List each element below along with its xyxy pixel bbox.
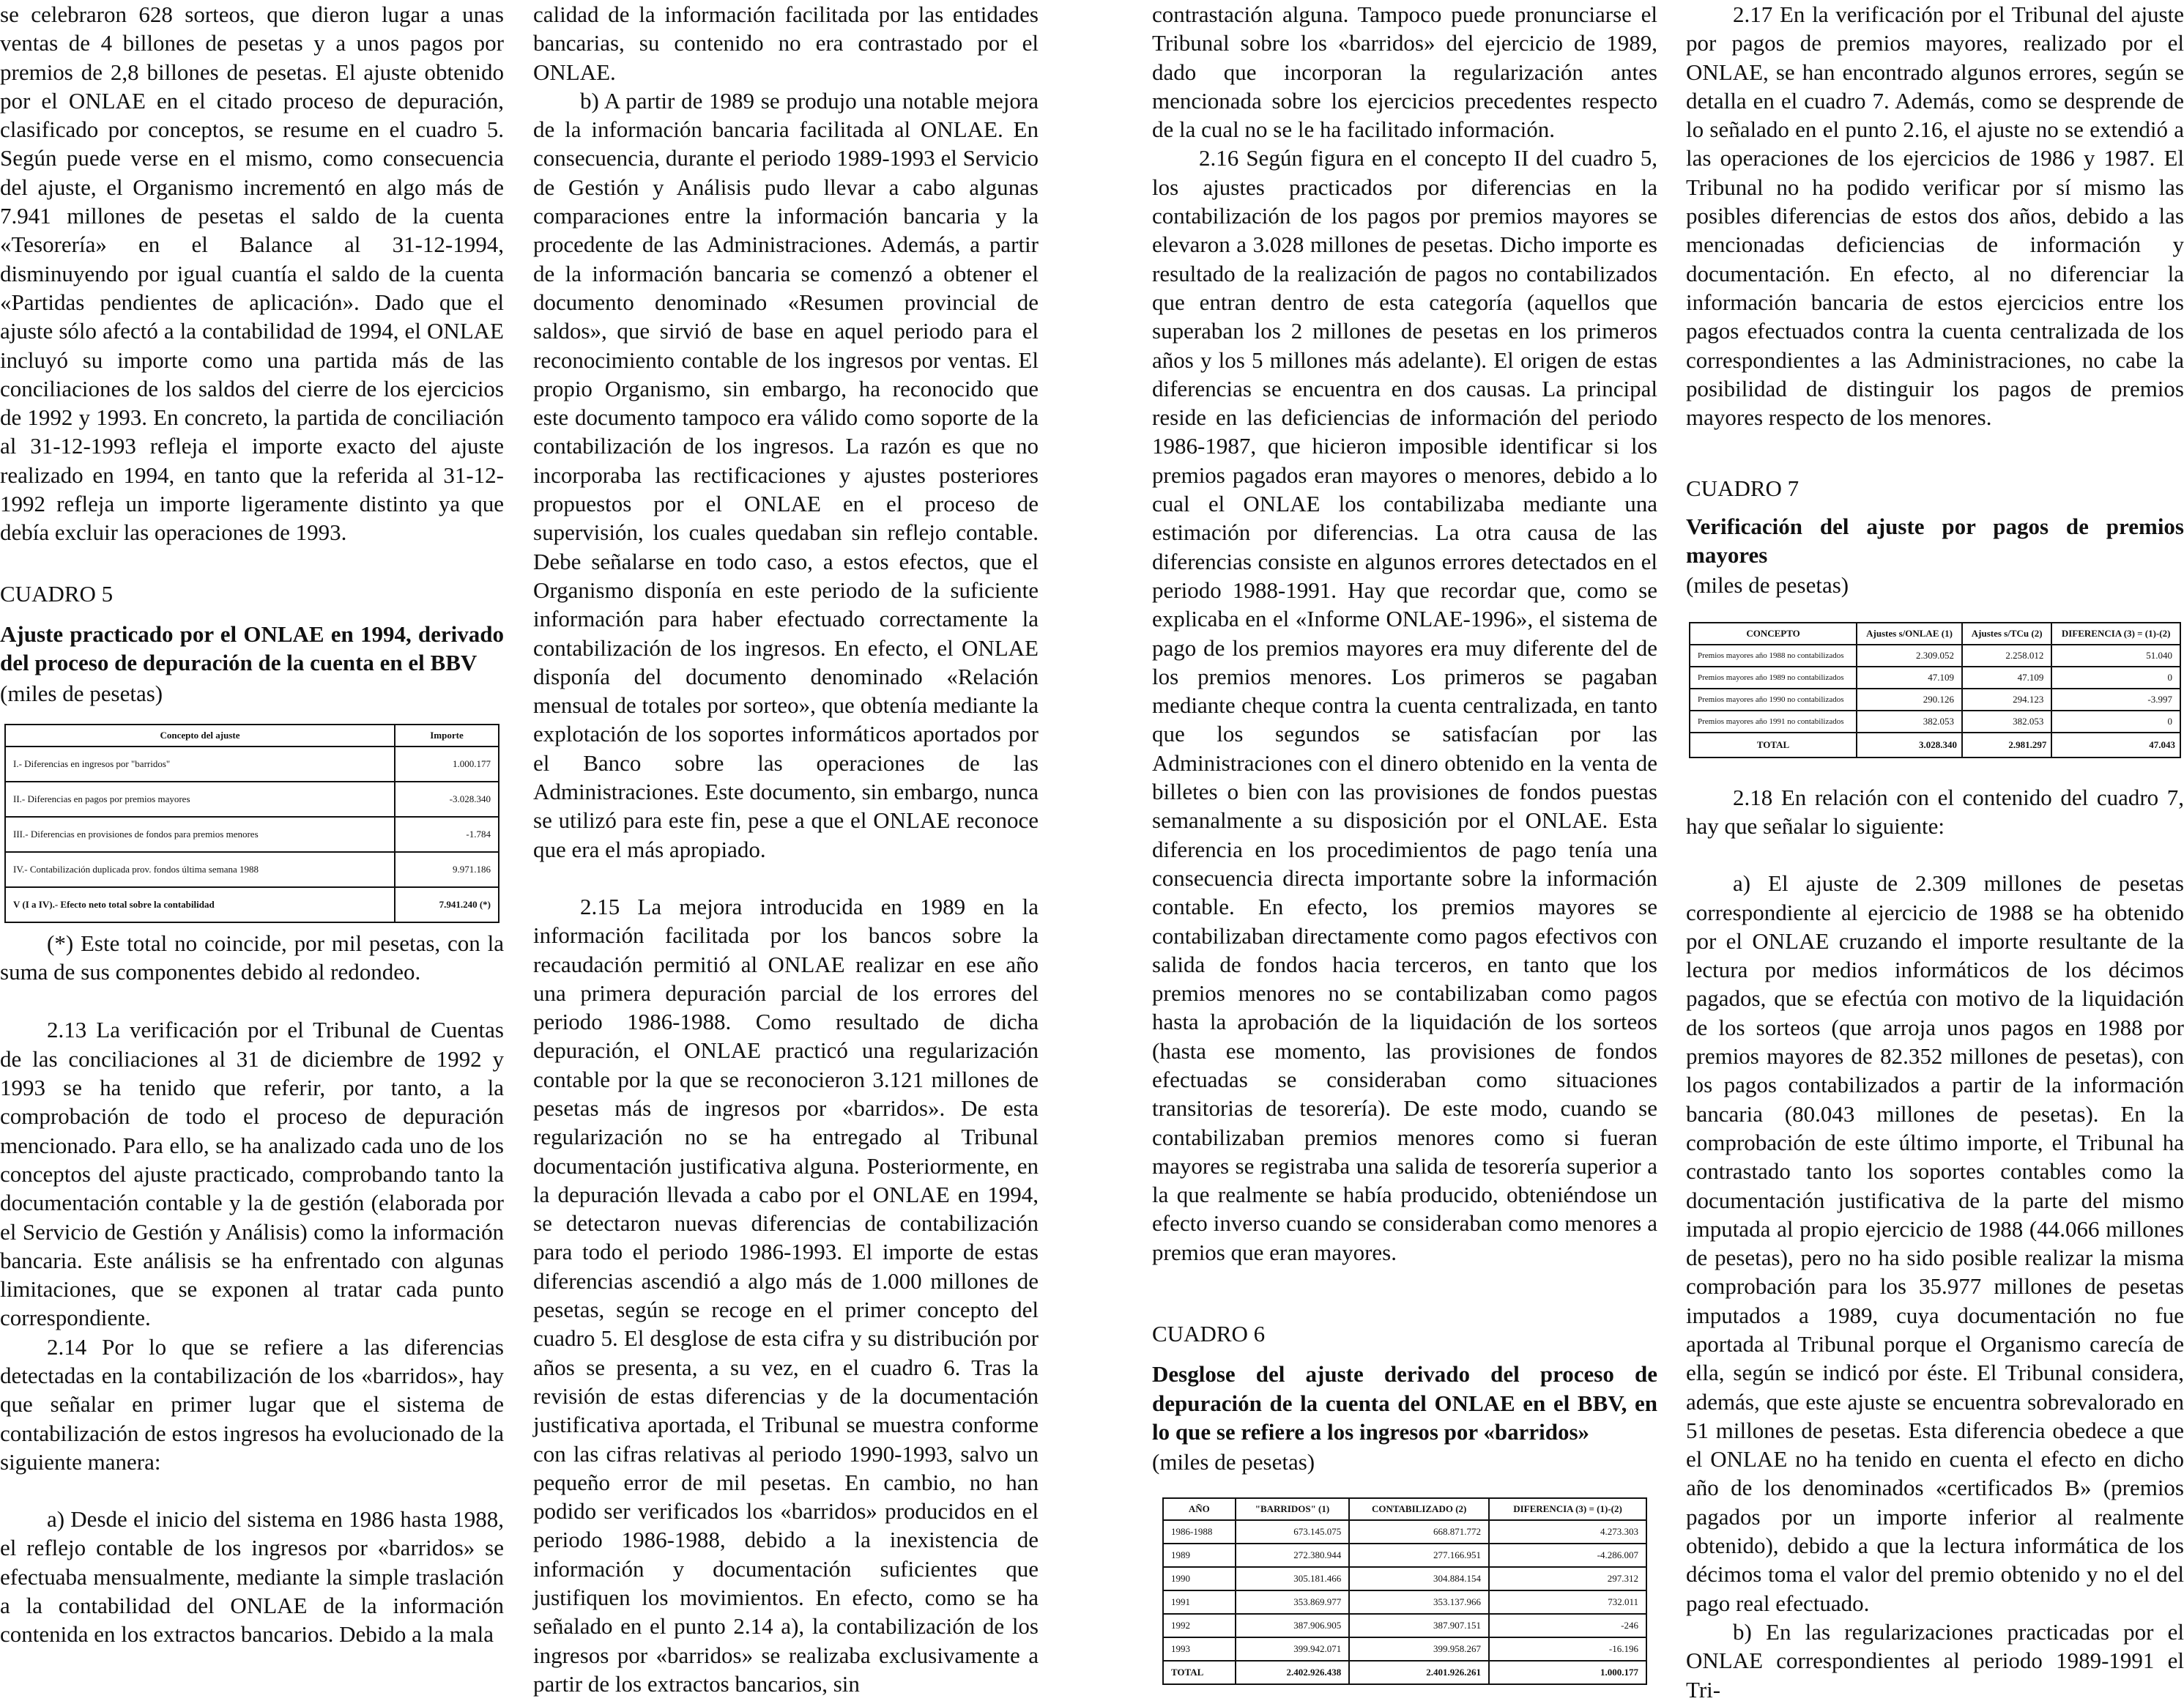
- table-row: [1163, 1567, 1646, 1590]
- table-cell: 0: [2051, 667, 2180, 689]
- table-cell: 668.871.772: [1349, 1520, 1489, 1544]
- table-cell: 297.312: [1489, 1567, 1646, 1590]
- table-row: [5, 852, 499, 887]
- table-total-row: [1163, 1661, 1646, 1684]
- table-cell: 305.181.466: [1236, 1567, 1350, 1590]
- table-cell: Premios mayores año 1989 no contabilizados: [1690, 667, 1857, 689]
- table-cell: 1990: [1163, 1567, 1236, 1590]
- cuadro-7-label: CUADRO 7: [1686, 475, 1799, 502]
- table-cell: 1993: [1163, 1637, 1236, 1661]
- table-cell: 2.402.926.438: [1236, 1661, 1350, 1684]
- table-cell: 2.981.297: [1962, 733, 2051, 757]
- table-header: Ajustes s/TCu (2): [1962, 623, 2051, 645]
- cuadro-7-title: Verificación del ajuste por pagos de premios mayores: [1686, 513, 2184, 568]
- table-row: [1690, 711, 2180, 733]
- table-cell: -1.784: [395, 817, 499, 852]
- table-cell: 290.126: [1857, 689, 1962, 711]
- table-cell: 47.109: [1857, 667, 1962, 689]
- table-total-row: [1690, 733, 2180, 757]
- column-2: [533, 0, 1039, 1697]
- table-cell: 353.869.977: [1236, 1590, 1350, 1614]
- table-cell: 47.109: [1962, 667, 2051, 689]
- table-cell: 387.907.151: [1349, 1614, 1489, 1637]
- table-cell: 1989: [1163, 1544, 1236, 1567]
- table-cell: -3.997: [2051, 689, 2180, 711]
- cuadro-6-units: (miles de pesetas): [1152, 1449, 1315, 1475]
- table-cell: 3.028.340: [1857, 733, 1962, 757]
- table-cell: -4.286.007: [1489, 1544, 1646, 1567]
- table-cell: 7.941.240 (*): [395, 887, 499, 922]
- table-cell: 1991: [1163, 1590, 1236, 1614]
- table-cell: -16.196: [1489, 1637, 1646, 1661]
- table-cell: 304.884.154: [1349, 1567, 1489, 1590]
- paragraph-2-18-b: b) En las regularizaciones practicadas por el ONLAE correspondientes al periodo 1989-1991 el Tri-: [1686, 1618, 2184, 1703]
- cuadro-7-table: [1689, 622, 2181, 758]
- table-row: [5, 747, 499, 782]
- paragraph-2-15: 2.15 La mejora introducida en 1989 en la información facilitada por los bancos sobre la recaudación permitió al ONLAE realizar en ese año una primera depuración parcial de los errores del periodo 1986-1988. Como resultado de dicha depuración, el ONLAE practicó una regularización contable por la que se reconocieron 3.121 millones de pesetas más de ingresos por «barridos». De esta regularización no se ha entregado al Tribunal documentación justificativa alguna. Posteriormente, en la depuración llevada a cabo por el ONLAE en 1994, se detectaron nuevas diferencias de contabilización para todo el periodo 1986-1993. El importe de estas diferencias ascendió a algo más de 1.000 millones de pesetas, según se recoge en el primer concepto del cuadro 5. El desglose de esta cifra y su distribución por años se presenta, a su vez, en el cuadro 6. Tras la revisión de estas diferencias y de la documentación justificativa aportada, el Tribunal se muestra conforme con las cifras relativas al periodo 1990-1993, salvo un pequeño error de mil pesetas. En cambio, no han podido ser verificados los «barridos» producidos en el periodo 1986-1988, debido a la inexistencia de información y documentación suficientes que justifiquen los movimientos. En efecto, como se ha señalado en el punto 2.14 a), la contabilización de los ingresos por «barridos» se realizaba exclusivamente a partir de los extractos bancarios, sin: [533, 893, 1039, 1697]
- paragraph-2-18-a: a) El ajuste de 2.309 millones de pesetas correspondiente al ejercicio de 1988 se ha obtenido por el ONLAE cruzando el importe resultante de la lectura por medios informáticos de los décimos pagados, que se efectúa con motivo de la liquidación de los sorteos (que arroja unos pagos en 1988 por premios mayores de 82.352 millones de pesetas), con los pagos contabilizados a partir de la información bancaria (80.043 millones de pesetas). En la comprobación de este último importe, el Tribunal ha contrastado tanto los soportes contables como la documentación justificativa de la parte del mismo imputada al propio ejercicio de 1988 (44.066 millones de pesetas), pero no ha sido posible realizar la misma comprobación para los 35.977 millones de pesetas imputados a 1989, cuya documentación no fue aportada al Tribunal porque el Organismo carecía de ella, según se indicó por éste. El Tribunal considera, además, que este ajuste se encuentra sobrevalorado en 51 millones de pesetas. Esta diferencia obedece a que el ONLAE no ha tenido en cuenta el efecto en dicho año de los denominados «certificados B» (premios pagados por un importe inferior al realmente obtenido), debido a que la lectura informática de los décimos toma el valor del premio obtenido y no el del pago real efectuado.: [1686, 870, 2184, 1616]
- cuadro-5-units: (miles de pesetas): [0, 680, 163, 706]
- cuadro-5-title: Ajuste practicado por el ONLAE en 1994, derivado del proceso de depuración de la cuenta en el BBV: [0, 621, 504, 676]
- table-total-row: [5, 887, 499, 922]
- table-cell: 2.401.926.261: [1349, 1661, 1489, 1684]
- table-cell: 673.145.075: [1236, 1520, 1350, 1544]
- table-cell: -246: [1489, 1614, 1646, 1637]
- table-cell: 1.000.177: [395, 747, 499, 782]
- table-header: "BARRIDOS" (1): [1236, 1498, 1350, 1520]
- paragraph-2-13: 2.13 La verificación por el Tribunal de Cuentas de las conciliaciones al 31 de diciembre de 1992 y 1993 se ha tenido que referir, por tanto, a la comprobación de todo el proceso de depuración mencionado. Para ello, se ha analizado cada uno de los conceptos del ajuste practicado, comprobando tanto la documentación contable y la de gestión (elaborada por el Servicio de Gestión y Análisis) como la información bancaria. Este análisis se ha enfrentado con algunas limitaciones, que se exponen al tratar cada punto correspondiente.: [0, 1017, 504, 1331]
- table-cell: 9.971.186: [395, 852, 499, 887]
- cuadro-6-table: [1162, 1497, 1647, 1685]
- table-cell: 732.011: [1489, 1590, 1646, 1614]
- table-cell: 51.040: [2051, 645, 2180, 667]
- table-row: [1690, 689, 2180, 711]
- paragraph-2-17: 2.17 En la verificación por el Tribunal del ajuste por pagos de premios mayores, realizado por el ONLAE, se han encontrado algunos errores, según se detalla en el cuadro 7. Además, como se desprende de lo señalado en el punto 2.16, el ajuste no se extendió a las operaciones de los ejercicios de 1986 y 1987. El Tribunal no ha podido verificar por sí mismo las posibles diferencias de estos dos años, debido a las mencionadas deficiencias de información y documentación. En efecto, al no diferenciar la información bancaria de estos ejercicios entre los pagos efectuados contra la cuenta centralizada de los correspondientes a las Administraciones, no cabe la posibilidad de distinguir los pagos de premios mayores respecto de los menores.: [1686, 1, 2184, 431]
- table-cell: IV.- Contabilización duplicada prov. fondos última semana 1988: [5, 852, 395, 887]
- table-cell: 382.053: [1962, 711, 2051, 733]
- table-cell: TOTAL: [1690, 733, 1857, 757]
- table-cell: 272.380.944: [1236, 1544, 1350, 1567]
- table-cell: Premios mayores año 1991 no contabilizados: [1690, 711, 1857, 733]
- table-header: Concepto del ajuste: [5, 725, 395, 747]
- table-cell: 382.053: [1857, 711, 1962, 733]
- table-cell: Premios mayores año 1988 no contabilizados: [1690, 645, 1857, 667]
- table-cell: 1992: [1163, 1614, 1236, 1637]
- table-cell: 2.309.052: [1857, 645, 1962, 667]
- table-row: [1690, 667, 2180, 689]
- table-header: AÑO: [1163, 1498, 1236, 1520]
- table-cell: 1.000.177: [1489, 1661, 1646, 1684]
- table-header: CONCEPTO: [1690, 623, 1857, 645]
- paragraph-continuation: contrastación alguna. Tampoco puede pronunciarse el Tribunal sobre los «barridos» del ejercicio de 1989, dado que incorporan la regularización antes mencionada sobre los ejercicios precedentes respecto de la cual no se le ha facilitado información.: [1152, 1, 1657, 143]
- table-header: DIFERENCIA (3) = (1)-(2): [2051, 623, 2180, 645]
- table-row: [1690, 645, 2180, 667]
- table-cell: 2.258.012: [1962, 645, 2051, 667]
- paragraph-2-14-a: a) Desde el inicio del sistema en 1986 hasta 1988, el reflejo contable de los ingresos por «barridos» se efectuaba mensualmente, mediante la simple traslación a la contabilidad del ONLAE de la información contenida en los extractos bancarios. Debido a la mala: [0, 1506, 504, 1648]
- table-cell: 399.958.267: [1349, 1637, 1489, 1661]
- table-cell: 4.273.303: [1489, 1520, 1646, 1544]
- column-1: [0, 0, 504, 1659]
- table-cell: Premios mayores año 1990 no contabilizados: [1690, 689, 1857, 711]
- cuadro-5-label: CUADRO 5: [0, 580, 114, 607]
- table-header: CONTABILIZADO (2): [1349, 1498, 1489, 1520]
- table-row: [1163, 1520, 1646, 1544]
- table-cell: 294.123: [1962, 689, 2051, 711]
- table-row: [1163, 1614, 1646, 1637]
- table-row: [1163, 1544, 1646, 1567]
- paragraph-intro: se celebraron 628 sorteos, que dieron lugar a unas ventas de 4 billones de pesetas y a unos pagos por premios de 2,8 billones de pesetas. El ajuste obtenido por el ONLAE en el citado proceso de depuración, clasificado por conceptos, se resume en el cuadro 5. Según puede verse en el mismo, como consecuencia del ajuste, el Organismo incrementó en algo más de 7.941 millones de pesetas el saldo de la cuenta «Tesorería» en el Balance al 31-12-1994, disminuyendo por igual cuantía el saldo de la cuenta «Partidas pendientes de aplicación». Dado que el ajuste sólo afectó a la contabilidad de 1994, el ONLAE incluyó su importe como una partida más de las conciliaciones de los saldos del cierre de los ejercicios de 1992 y 1993. En concreto, la partida de conciliación al 31-12-1993 refleja el importe exacto del ajuste realizado en 1994, en tanto que la referida al 31-12-1992 refleja un importe ligeramente distinto ya que debía excluir las operaciones de 1993.: [0, 1, 504, 546]
- paragraph-continuation: calidad de la información facilitada por las entidades bancarias, su contenido no era contrastado por el ONLAE.: [533, 1, 1039, 85]
- column-3: [1152, 0, 1657, 1678]
- cuadro-5-table: [4, 724, 499, 923]
- table-cell: 399.942.071: [1236, 1637, 1350, 1661]
- table-cell: 47.043: [2051, 733, 2180, 757]
- paragraph-2-16: 2.16 Según figura en el concepto II del cuadro 5, los ajustes practicados por diferencias en la contabilización de los pagos por premios mayores se elevaron a 3.028 millones de pesetas. Dicho importe es resultado de la realización de pagos no contabilizados que entran dentro de esta categoría (aquellos que superaban los 2 millones de pesetas en los primeros años y los 5 millones más adelante). El origen de estas diferencias se encuentra en dos causas. La principal reside en las deficiencias de información del periodo 1986-1987, que hicieron imposible identificar si los premios pagados eran mayores o menores, debido a lo cual el ONLAE los contabilizaba mediante una estimación por diferencias. La otra causa de las diferencias consiste en algunos errores detectados en el periodo 1988-1991. Hay que recordar que, como se explicaba en el «Informe ONLAE-1996», el sistema de pago de los premios mayores era muy diferente del de los premios menores. Los primeros se pagaban mediante cheque contra la cuenta centralizada, en tanto que los segundos se satisfacían por las Administraciones con el dinero obtenido en la venta de billetes o bien con las provisiones de fondos puestas semanalmente a su disposición por el ONLAE. Esta diferencia en los procedimientos de pago tenía una consecuencia directa importante sobre la información contable. En efecto, los premios mayores se contabilizaban directamente como pagos efectivos con salida de fondos hacia terceros, en tanto que los premios menores no se contabilizaban como pagos hasta la aprobación de la liquidación de los sorteos (hasta ese momento, las provisiones de fondos efectuadas se consideraban como situaciones transitorias de tesorería). De este modo, cuando se contabilizaban premios menores como si fueran mayores se registraba una salida de tesorería superior a la que realmente se había producido, obteniéndose un efecto inverso cuando se consideraban como menores a premios que eran mayores.: [1152, 145, 1657, 1265]
- column-4: [1686, 0, 2184, 1703]
- table-row: [5, 817, 499, 852]
- table-row: [5, 782, 499, 817]
- table-cell: III.- Diferencias en provisiones de fondos para premios menores: [5, 817, 395, 852]
- table-cell: 277.166.951: [1349, 1544, 1489, 1567]
- table-cell: -3.028.340: [395, 782, 499, 817]
- table-cell: II.- Diferencias en pagos por premios mayores: [5, 782, 395, 817]
- table-cell: TOTAL: [1163, 1661, 1236, 1684]
- table-header: Importe: [395, 725, 499, 747]
- cuadro-6-title: Desglose del ajuste derivado del proceso de depuración de la cuenta del ONLAE en el BBV, en lo que se refiere a los ingresos por «barridos»: [1152, 1361, 1657, 1445]
- cuadro-6-label: CUADRO 6: [1152, 1321, 1266, 1347]
- table-cell: 387.906.905: [1236, 1614, 1350, 1637]
- cuadro-7-units: (miles de pesetas): [1686, 572, 1849, 599]
- cuadro-5-footnote: (*) Este total no coincide, por mil pesetas, con la suma de sus componentes debido al redondeo.: [0, 930, 504, 985]
- paragraph-2-14-b: b) A partir de 1989 se produjo una notable mejora de la información bancaria facilitada al ONLAE. En consecuencia, durante el periodo 1989-1993 el Servicio de Gestión y Análisis pudo llevar a cabo algunas comparaciones entre la información bancaria y la procedente de las Administraciones. Además, a partir de la información bancaria se comenzó a obtener el documento denominado «Resumen provincial de saldos», que sirvió de base en aquel periodo para el reconocimiento contable de los ingresos por ventas. El propio Organismo, sin embargo, ha reconocido que este documento tampoco era válido como soporte de la contabilización de los ingresos. La razón es que no incorporaba las rectificaciones y ajustes posteriores propuestos por el ONLAE en el proceso de supervisión, los cuales quedaban sin reflejo contable. Debe señalarse en todo caso, a estos efectos, que el Organismo disponía en este periodo de la suficiente información para haber efectuado correctamente la contabilización de los ingresos. En efecto, el ONLAE disponía del documento denominado «Relación mensual de totales por sorteo», que obtenía mediante la explotación de los soportes informáticos aportados por el Banco sobre las operaciones de las Administraciones. Este documento, sin embargo, nunca se utilizó para este fin, pese a que el ONLAE reconoce que era el más apropiado.: [533, 87, 1039, 862]
- table-row: [1163, 1637, 1646, 1661]
- table-cell: 1986-1988: [1163, 1520, 1236, 1544]
- table-cell: V (I a IV).- Efecto neto total sobre la contabilidad: [5, 887, 395, 922]
- table-cell: 353.137.966: [1349, 1590, 1489, 1614]
- table-cell: 0: [2051, 711, 2180, 733]
- table-row: [1163, 1590, 1646, 1614]
- paragraph-2-18: 2.18 En relación con el contenido del cuadro 7, hay que señalar lo siguiente:: [1686, 784, 2184, 839]
- table-cell: I.- Diferencias en ingresos por "barridos": [5, 747, 395, 782]
- table-header: Ajustes s/ONLAE (1): [1857, 623, 1962, 645]
- paragraph-2-14: 2.14 Por lo que se refiere a las diferencias detectadas en la contabilización de los «barridos», hay que señalar en primer lugar que el sistema de contabilización de estos ingresos ha evolucionado de la siguiente manera:: [0, 1333, 504, 1475]
- table-header: DIFERENCIA (3) = (1)-(2): [1489, 1498, 1646, 1520]
